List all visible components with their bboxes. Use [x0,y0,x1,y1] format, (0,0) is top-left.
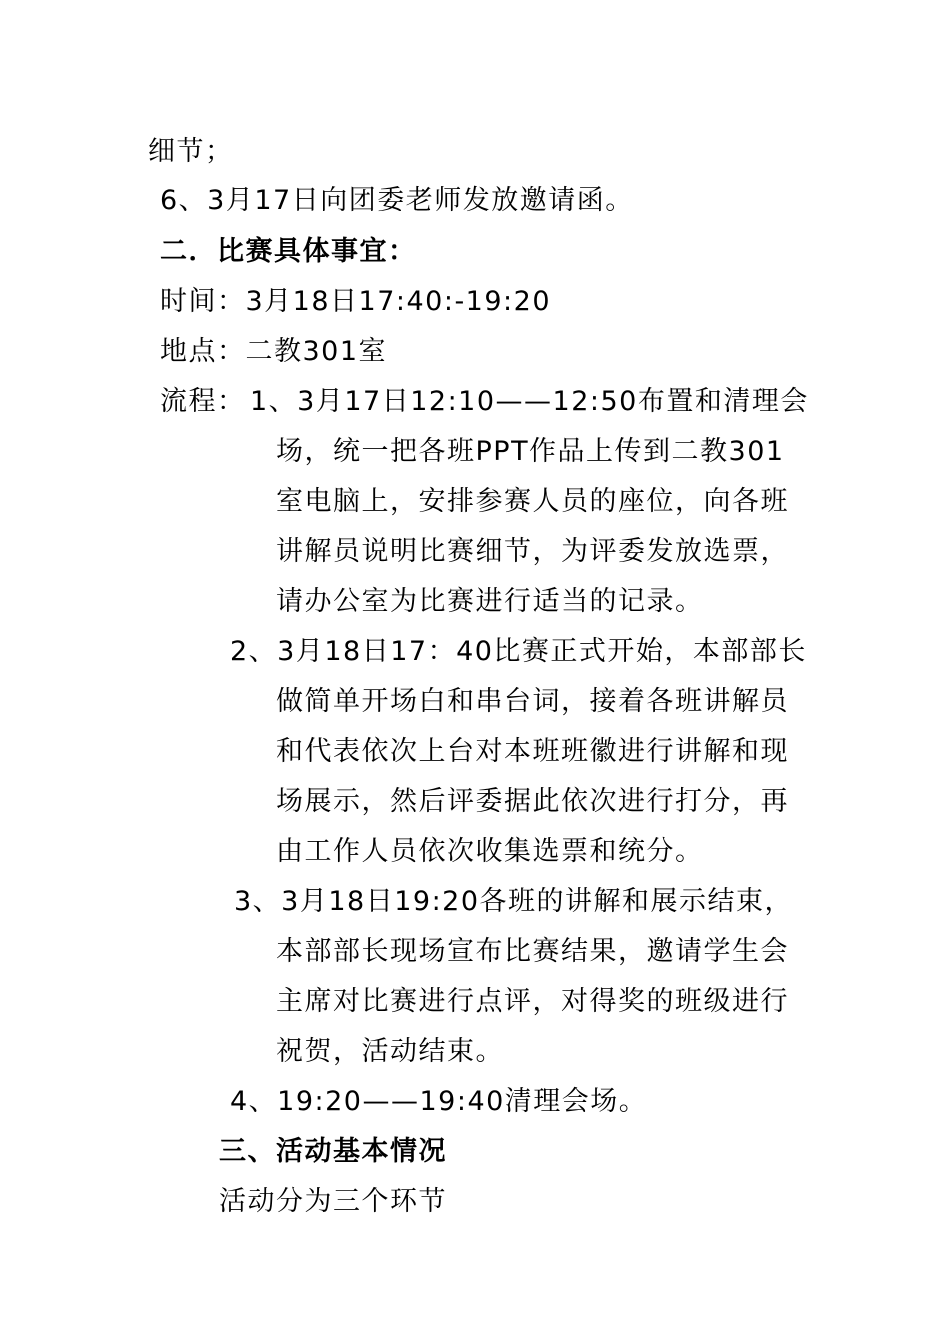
section-2-heading: 二．比赛具体事宜： [160,236,417,267]
step-2-line: 由工作人员依次收集选票和统分。 [276,836,704,867]
continuation-text: 细节； [148,136,234,167]
step-3-line: 祝贺，活动结束。 [276,1036,504,1067]
time-line: 时间：3月18日17:40:-19:20 [160,286,551,317]
section-3-text: 活动分为三个环节 [219,1186,447,1217]
step-4-line: 4、19:20——19:40清理会场。 [230,1086,648,1117]
step-3-line: 3、3月18日19:20各班的讲解和展示结束， [234,886,794,917]
section-3-heading: 三、活动基本情况 [219,1136,447,1167]
step-1-line: 室电脑上，安排参赛人员的座位，向各班 [276,486,789,517]
flow-label: 流程： [160,386,246,417]
step-2-line: 场展示，然后评委据此依次进行打分，再 [276,786,789,817]
step-1-line: 请办公室为比赛进行适当的记录。 [276,586,704,617]
step-3-line: 主席对比赛进行点评，对得奖的班级进行 [276,986,789,1017]
step-1-line: 场，统一把各班PPT作品上传到二教301 [276,436,785,467]
place-line: 地点：二教301室 [160,336,388,367]
step-1-line: 1、3月17日12:10——12:50布置和清理会 [250,386,809,417]
step-3-line: 本部部长现场宣布比赛结果，邀请学生会 [276,936,789,967]
step-2-line: 2、3月18日17：40比赛正式开始，本部部长 [230,636,807,667]
step-2-line: 和代表依次上台对本班班徽进行讲解和现 [276,736,789,767]
step-2-line: 做简单开场白和串台词，接着各班讲解员 [276,686,789,717]
step-1-line: 讲解员说明比赛细节，为评委发放选票， [276,536,789,567]
item-6: 6、3月17日向团委老师发放邀请函。 [160,185,634,216]
